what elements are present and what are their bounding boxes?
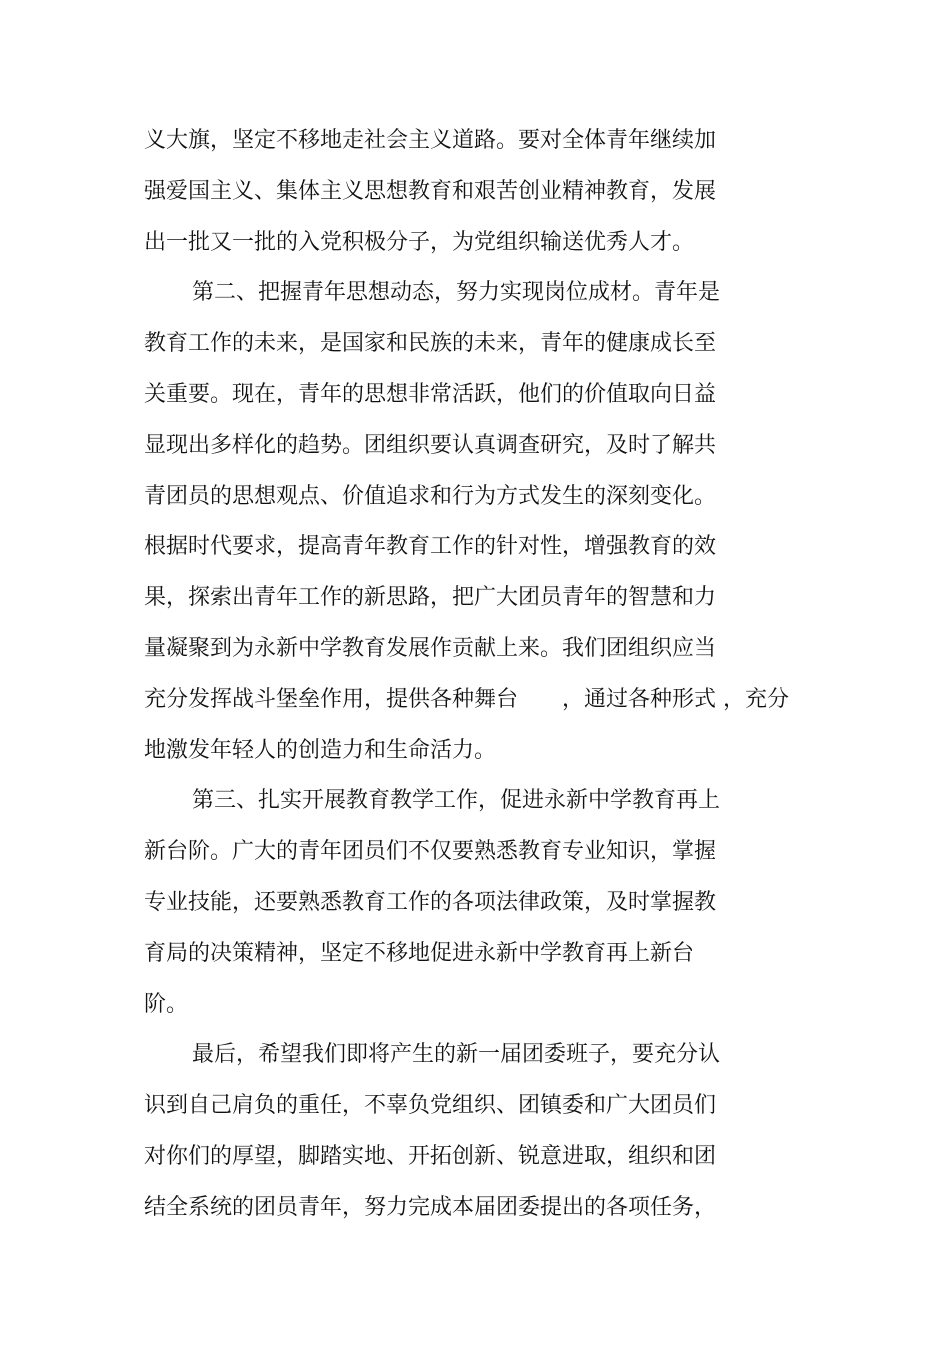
text-line: 果，探索出青年工作的新思路，把广大团员青年的智慧和力	[144, 585, 717, 611]
paragraph-start-line: 第二、把握青年思想动态，努力实现岗位成材。青年是	[192, 280, 721, 306]
text-line: 量凝聚到为永新中学教育发展作贡献上来。我们团组织应当	[144, 635, 717, 661]
text-line: 强爱国主义、集体主义思想教育和艰苦创业精神教育，发展	[144, 178, 717, 204]
text-line: 专业技能，还要熟悉教育工作的各项法律政策，及时掌握教	[144, 889, 717, 915]
text-line: 新台阶。广大的青年团员们不仅要熟悉教育专业知识，掌握	[144, 839, 717, 865]
text-line: 根据时代要求，提高青年教育工作的针对性，增强教育的效	[144, 534, 717, 560]
text-line: 地激发年轻人的创造力和生命活力。	[144, 737, 497, 763]
text-line: 阶。	[144, 991, 189, 1017]
text-line: 关重要。现在，青年的思想非常活跃，他们的价值取向日益	[144, 381, 717, 407]
text-line: 义大旗，坚定不移地走社会主义道路。要对全体青年继续加	[144, 128, 717, 153]
text-line: 识到自己肩负的重任，不辜负党组织、团镇委和广大团员们	[144, 1093, 717, 1119]
text-line: 对你们的厚望，脚踏实地、开拓创新、锐意进取，组织和团	[144, 1143, 717, 1169]
text-line: 出一批又一批的入党积极分子，为党组织输送优秀人才。	[144, 229, 695, 255]
paragraph-start-line: 最后，希望我们即将产生的新一届团委班子，要充分认	[192, 1042, 721, 1068]
text-line: 显现出多样化的趋势。团组织要认真调查研究，及时了解共	[144, 432, 717, 458]
text-line: 充分发挥战斗堡垒作用，提供各种舞台 ，通过各种形式 ，充分	[144, 686, 789, 712]
text-line: 育局的决策精神，坚定不移地促进永新中学教育再上新台	[144, 940, 695, 966]
document-body	[144, 121, 824, 1239]
text-line: 结全系统的团员青年，努力完成本届团委提出的各项任务，	[144, 1194, 717, 1220]
paragraph-start-line: 第三、扎实开展教育教学工作，促进永新中学教育再上	[192, 788, 721, 814]
text-line: 青团员的思想观点、价值追求和行为方式发生的深刻变化。	[144, 483, 717, 509]
text-line: 教育工作的未来，是国家和民族的未来，青年的健康成长至	[144, 331, 717, 357]
